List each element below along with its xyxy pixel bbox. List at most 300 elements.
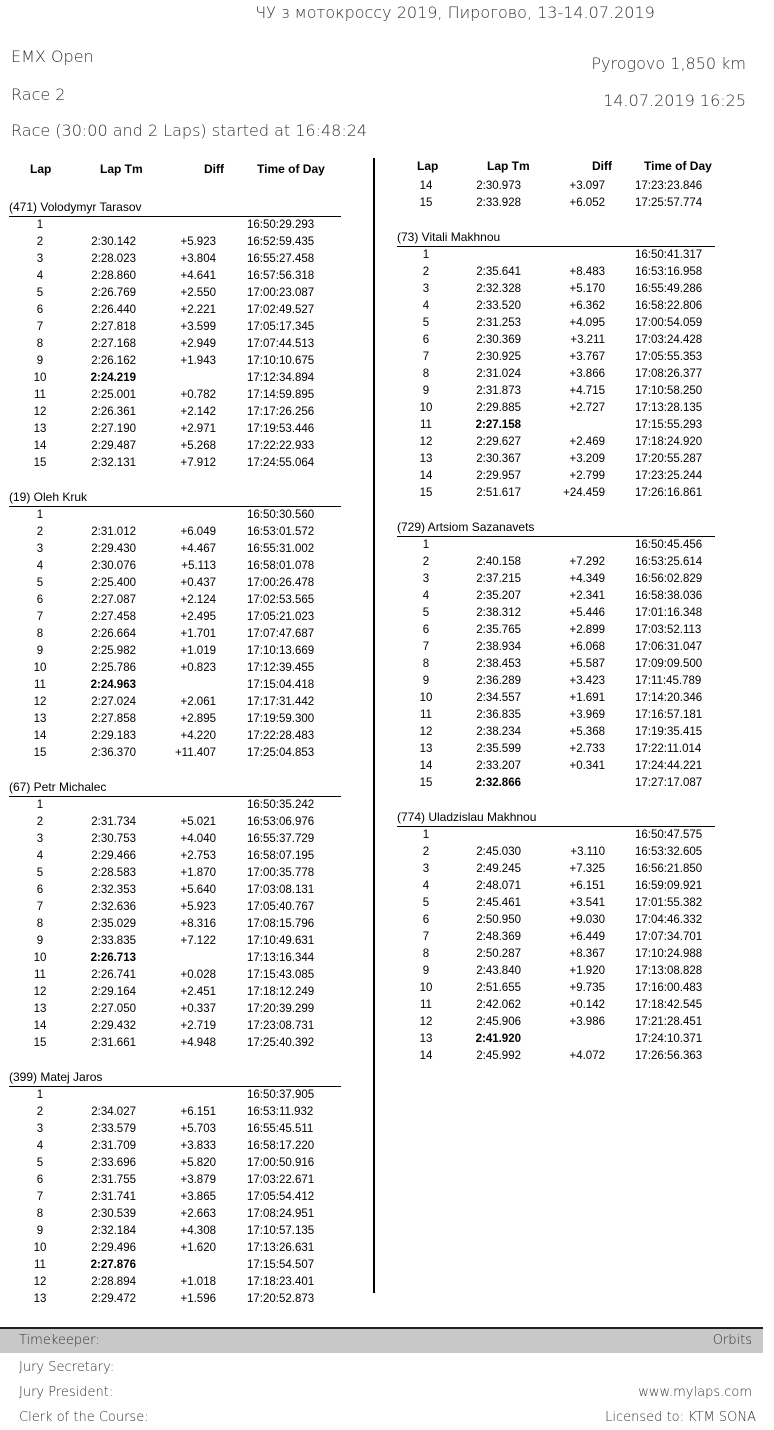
lap-number: 8 [422,948,430,960]
time-of-day: 17:05:21.023 [247,611,315,623]
time-of-day: 17:05:55.353 [635,351,703,363]
lap-number: 13 [33,713,47,725]
time-of-day: 17:10:49.631 [247,935,315,947]
time-of-day: 17:09:09.500 [635,658,703,670]
lap-time: 2:26.713 [90,952,136,964]
lap-number: 13 [33,1293,47,1305]
lap-number: 1 [36,219,44,231]
lap-number: 8 [36,628,44,640]
time-of-day: 17:03:52.113 [635,624,702,636]
lap-row [397,963,717,980]
time-of-day: 16:58:22.806 [635,300,703,312]
time-of-day: 17:18:12.249 [247,986,315,998]
time-of-day: 17:00:35.778 [247,867,315,879]
lap-row [9,967,349,984]
lap-diff: +8.367 [569,948,605,960]
lap-row [9,882,349,899]
lap-row [397,537,717,554]
time-of-day: 17:10:58.250 [635,385,703,397]
lap-time: 2:30.925 [476,351,521,363]
lap-time: 2:26.769 [91,287,136,299]
rider-name: (471) Volodymyr Tarasov [9,199,341,217]
time-of-day: 16:55:31.002 [247,543,315,555]
time-of-day: 17:15:04.418 [247,679,315,691]
lap-diff: +5.640 [180,884,216,896]
lap-diff: +2.799 [569,470,605,482]
lap-time: 2:29.472 [91,1293,136,1305]
lap-time: 2:35.765 [476,624,521,636]
lap-time: 2:36.370 [91,747,136,759]
lap-row [9,455,349,472]
lap-row [9,1274,349,1291]
lap-number: 14 [33,440,47,452]
diff-header: Diff [592,159,612,173]
lap-row [397,554,717,571]
time-of-day: 17:18:42.545 [635,999,703,1011]
lap-time: 2:29.496 [91,1242,136,1254]
lap-time: 2:31.734 [91,816,136,828]
lap-diff: +3.209 [569,453,605,465]
lap-time: 2:32.328 [476,283,521,295]
rider-block [9,489,349,762]
lap-time: 2:24.219 [90,372,136,384]
lap-row [9,660,349,677]
lap-number: 6 [422,334,430,346]
best-lap-row [397,1031,717,1048]
lap-time: 2:29.432 [91,1020,136,1032]
lap-time: 2:30.076 [91,560,136,572]
time-of-day: 17:16:00.483 [635,982,703,994]
event-name: EMX Open [11,47,94,66]
lap-number: 15 [419,197,433,209]
lap-number: 8 [36,1208,44,1220]
lap-number: 5 [422,317,430,329]
lap-number: 8 [36,338,44,350]
lap-number: 12 [33,1276,47,1288]
lap-number: 7 [422,641,430,653]
lap-diff: +5.368 [569,726,605,738]
lap-diff: +3.767 [569,351,605,363]
lap-row [397,980,717,997]
lap-time: 2:38.234 [476,726,521,738]
lap-row [397,929,717,946]
lap-time: 2:34.027 [91,1106,136,1118]
lap-number: 10 [33,952,47,964]
time-of-day: 16:58:17.220 [247,1140,315,1152]
lap-diff: +3.833 [180,1140,216,1152]
lap-time: 2:33.579 [91,1123,136,1135]
lap-time: 2:27.818 [91,321,136,333]
lap-time: 2:31.661 [91,1037,136,1049]
lap-diff: +2.899 [569,624,605,636]
lap-row [9,302,349,319]
lap-row [9,984,349,1001]
lap-number: 4 [422,880,430,892]
lap-number: 13 [419,1033,433,1045]
lap-number: 14 [33,1020,47,1032]
lap-number: 12 [33,986,47,998]
time-of-day: 17:14:20.346 [635,692,703,704]
lap-number: 14 [419,180,433,192]
time-of-day: 17:14:59.895 [247,389,315,401]
best-lap-row [9,677,349,694]
lap-diff: +2.451 [180,986,216,998]
time-of-day: 16:53:01.572 [247,526,315,538]
time-of-day: 17:00:23.087 [247,287,315,299]
lap-diff: +5.923 [180,901,216,913]
lap-diff: +5.170 [569,283,605,295]
time-of-day: 17:24:55.064 [247,457,315,469]
lap-diff: +2.971 [180,423,216,435]
lap-row [9,234,349,251]
lap-time: 2:40.158 [476,556,521,568]
lap-diff: +5.268 [180,440,216,452]
time-of-day: 16:50:35.242 [247,799,315,811]
lap-number: 4 [36,560,44,572]
time-of-day: 17:10:57.135 [247,1225,315,1237]
rider-name: (67) Petr Michalec [9,779,341,797]
lap-diff: +5.587 [569,658,605,670]
lap-row [397,707,717,724]
lap-row [9,745,349,762]
best-lap-row [9,1257,349,1274]
lap-diff: +1.943 [180,355,216,367]
lap-time: 2:35.641 [476,266,521,278]
lap-diff: +3.866 [569,368,605,380]
lap-row [397,281,717,298]
lap-number: 3 [422,283,430,295]
time-of-day: 17:13:26.631 [247,1242,315,1254]
lap-number: 12 [33,696,47,708]
lap-time: 2:35.029 [91,918,136,930]
lap-time: 2:29.466 [91,850,136,862]
lap-time: 2:38.934 [476,641,521,653]
time-of-day: 17:12:39.455 [247,662,315,674]
lap-row [397,468,717,485]
lap-row [397,195,717,212]
lap-diff: +2.550 [180,287,216,299]
lap-diff: +9.735 [569,982,605,994]
time-of-day: 17:19:59.300 [247,713,315,725]
lap-time: 2:25.786 [91,662,136,674]
lap-row [397,690,717,707]
lap-number: 7 [422,351,430,363]
lap-row [9,1172,349,1189]
lap-time: 2:27.458 [91,611,136,623]
lap-diff: +2.719 [180,1020,216,1032]
lap-number: 7 [36,901,44,913]
lap-diff: +4.349 [569,573,605,585]
lap-row [397,485,717,502]
time-of-day: 16:53:32.605 [635,846,703,858]
lap-time: 2:51.617 [476,487,521,499]
lap-number: 13 [419,453,433,465]
lap-diff: +4.948 [180,1037,216,1049]
time-of-day: 17:10:13.669 [247,645,315,657]
lap-diff: +5.703 [180,1123,216,1135]
lap-time: 2:32.184 [91,1225,136,1237]
website-label: www.mylaps.com [638,1385,752,1400]
block-spacer [9,472,349,489]
lap-diff: +7.122 [180,935,216,947]
time-of-day: 17:26:16.861 [635,487,703,499]
lap-diff: +6.151 [569,880,605,892]
lap-time: 2:33.928 [476,197,521,209]
lap-number: 2 [36,1106,44,1118]
lap-diff: +1.870 [180,867,216,879]
lap-row [9,916,349,933]
time-of-day: 17:08:26.377 [635,368,703,380]
lap-row [9,1240,349,1257]
lap-diff: +6.449 [569,931,605,943]
lap-row [9,592,349,609]
lap-time: 2:25.400 [91,577,136,589]
lap-number: 2 [36,526,44,538]
lap-row [9,1087,349,1104]
right-column-headers [395,159,765,175]
lap-number: 10 [419,982,433,994]
time-of-day: 17:21:28.451 [635,1016,703,1028]
time-of-day: 16:55:37.729 [247,833,315,845]
lap-time: 2:26.440 [91,304,136,316]
lap-row [9,1138,349,1155]
lap-number: 5 [36,1157,44,1169]
lap-row [397,622,717,639]
lap-row [9,387,349,404]
lap-diff: +5.113 [181,560,216,572]
lap-row [397,724,717,741]
lap-time: 2:37.215 [476,573,521,585]
lap-time: 2:50.950 [476,914,521,926]
diff-header: Diff [204,162,224,176]
lap-time: 2:29.430 [91,543,136,555]
lap-number: 15 [33,457,47,469]
lap-number: 13 [419,743,433,755]
time-of-day: 17:06:31.047 [635,641,703,653]
rider-name: (19) Oleh Kruk [9,489,341,507]
lap-row [397,366,717,383]
time-of-day: 17:23:08.731 [247,1020,315,1032]
lap-number: 3 [36,1123,44,1135]
lap-diff: +1.019 [180,645,216,657]
time-of-day: 16:50:47.575 [635,829,703,841]
time-of-day: 17:25:40.392 [247,1037,315,1049]
lap-number: 9 [422,965,430,977]
lap-row [397,844,717,861]
time-of-day: 16:53:25.614 [635,556,703,568]
lap-diff: +2.469 [569,436,605,448]
lap-row [9,848,349,865]
time-of-day: 17:20:55.287 [635,453,703,465]
lap-row [9,421,349,438]
time-of-day: 17:08:24.951 [247,1208,315,1220]
lap-row [397,264,717,281]
lap-diff: +1.596 [180,1293,216,1305]
lap-time: 2:38.453 [476,658,521,670]
lap-number: 4 [422,590,430,602]
time-of-day: 16:57:56.318 [247,270,315,282]
lap-header: Lap [30,162,52,176]
time-of-day: 16:55:45.511 [247,1123,314,1135]
time-of-day: 16:52:59.435 [247,236,315,248]
lap-row [397,332,717,349]
lap-diff: +1.920 [569,965,605,977]
lap-row [397,912,717,929]
lap-time: 2:26.361 [91,406,136,418]
lap-row [397,383,717,400]
lap-diff: +1.018 [180,1276,216,1288]
lap-number: 1 [36,509,44,521]
lap-diff: +1.691 [569,692,605,704]
lap-diff: +2.221 [180,304,216,316]
lap-number: 2 [36,816,44,828]
time-of-day: 17:17:26.256 [247,406,315,418]
lap-row [9,711,349,728]
time-of-day: 17:20:39.299 [247,1003,315,1015]
lap-row [9,558,349,575]
lap-number: 8 [422,368,430,380]
time-of-day: 17:22:11.014 [635,743,702,755]
lap-diff: +2.727 [569,402,605,414]
time-of-day: 17:26:56.363 [635,1050,703,1062]
time-of-day: 17:23:23.846 [635,180,703,192]
time-of-day: 17:13:28.135 [635,402,703,414]
lap-number: 15 [419,487,433,499]
lap-row [397,673,717,690]
time-of-day: 17:05:17.345 [247,321,315,333]
lap-diff: +3.541 [569,897,605,909]
block-spacer [397,212,717,229]
lap-number: 5 [36,867,44,879]
lap-diff: +1.701 [180,628,216,640]
lap-diff: +8.483 [569,266,605,278]
lap-time: 2:28.894 [91,1276,136,1288]
time-of-day: 17:19:53.446 [247,423,315,435]
document-title: ЧУ з мотокроссу 2019, Пирогово, 13-14.07.2019 [255,3,655,22]
lap-row [9,353,349,370]
lap-row [9,438,349,455]
lap-number: 10 [419,402,433,414]
column-divider [373,158,375,1293]
time-of-day: 17:24:44.221 [635,760,703,772]
lap-number: 1 [422,249,430,261]
lap-row [397,895,717,912]
jury-president-label: Jury President: [19,1385,114,1400]
track-info: Pyrogovo 1,850 km [591,54,746,73]
lap-diff: +3.110 [570,846,605,858]
lap-diff: +3.865 [180,1191,216,1203]
lap-diff: +6.049 [180,526,216,538]
best-lap-row [9,370,349,387]
lap-row [397,434,717,451]
lap-row [397,1014,717,1031]
lap-time-header: Lap Tm [100,162,143,176]
lap-row [9,1223,349,1240]
orbits-label: Orbits [712,1333,752,1348]
time-of-day: 17:03:22.671 [247,1174,315,1186]
lap-time: 2:33.207 [476,760,521,772]
lap-number: 13 [33,423,47,435]
lap-row [397,656,717,673]
lap-number: 5 [422,897,430,909]
lap-diff: +0.782 [180,389,216,401]
race-name: Race 2 [11,85,66,104]
rider-block [397,519,717,792]
lap-time: 2:26.741 [91,969,136,981]
lap-number: 10 [419,692,433,704]
lap-diff: +11.407 [174,747,216,759]
lap-row [397,588,717,605]
rider-name: (729) Artsiom Sazanavets [397,519,715,537]
lap-number: 9 [36,645,44,657]
lap-number: 3 [422,573,430,585]
lap-row [9,1001,349,1018]
race-info: Race (30:00 and 2 Laps) started at 16:48:24 [11,121,368,140]
lap-row [397,997,717,1014]
lap-time: 2:30.142 [91,236,136,248]
lap-time: 2:45.030 [476,846,521,858]
lap-diff: +2.753 [180,850,216,862]
lap-number: 14 [33,730,47,742]
lap-diff: +5.820 [180,1157,216,1169]
time-of-day: 17:07:44.513 [247,338,315,350]
lap-time: 2:30.973 [476,180,521,192]
time-of-day: 16:50:41.317 [635,249,703,261]
lap-time: 2:45.461 [476,897,521,909]
lap-row [397,571,717,588]
lap-diff: +2.949 [180,338,216,350]
lap-time: 2:24.963 [90,679,136,691]
lap-time: 2:27.050 [91,1003,136,1015]
lap-time: 2:35.207 [476,590,521,602]
rider-name: (73) Vitali Makhnou [397,229,715,247]
time-of-day: 17:15:54.507 [247,1259,315,1271]
time-of-day: 17:02:49.527 [247,304,315,316]
lap-time: 2:32.353 [91,884,136,896]
lap-time: 2:42.062 [476,999,521,1011]
time-of-day: 17:11:45.789 [635,675,702,687]
time-of-day: 16:50:30.560 [247,509,315,521]
lap-row [397,827,717,844]
lap-row [9,643,349,660]
timekeeper-label: Timekeeper: [19,1333,100,1348]
lap-number: 10 [33,1242,47,1254]
time-of-day: 16:53:11.932 [247,1106,314,1118]
time-of-day: 17:04:46.332 [635,914,703,926]
lap-diff: +2.663 [180,1208,216,1220]
lap-number: 13 [33,1003,47,1015]
lap-time: 2:29.183 [91,730,136,742]
lap-number: 7 [36,1191,44,1203]
lap-number: 4 [36,270,44,282]
lap-time: 2:30.753 [91,833,136,845]
clerk-label: Clerk of the Course: [19,1410,149,1425]
lap-number: 8 [422,658,430,670]
jury-secretary-label: Jury Secretary: [19,1360,115,1375]
time-of-day: 17:16:57.181 [635,709,703,721]
lap-row [9,797,349,814]
report-datetime: 14.07.2019 16:25 [603,91,746,110]
lap-time: 2:25.982 [91,645,136,657]
lap-time: 2:32.636 [91,901,136,913]
lap-number: 14 [419,760,433,772]
lap-diff: +2.341 [569,590,605,602]
rider-name: (399) Matej Jaros [9,1069,341,1087]
lap-row [397,741,717,758]
lap-number: 3 [422,863,430,875]
lap-row [397,451,717,468]
time-of-day: 16:53:06.976 [247,816,315,828]
